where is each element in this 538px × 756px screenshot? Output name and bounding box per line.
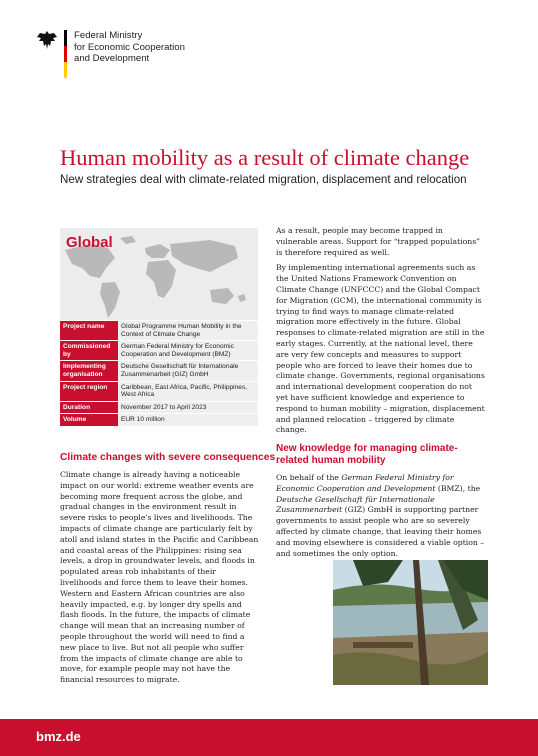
info-key: Project region [60, 381, 118, 401]
section-heading: New knowledge for managing climate-related human mobility [276, 443, 458, 466]
body-emphasis: German Federal Ministry for Economic Cooperation and Development [276, 473, 454, 493]
table-row [60, 381, 258, 401]
intro-column [276, 226, 486, 441]
page-title: Human mobility as a result of climate change [60, 145, 470, 170]
project-info-table [60, 320, 258, 426]
info-value: November 2017 to April 2023 [118, 401, 258, 414]
section-body [276, 473, 486, 559]
world-map [60, 228, 258, 320]
body-text: (BMZ), the [435, 483, 481, 493]
page-subtitle: New strategies deal with climate-related migration, displacement and relocation [60, 173, 467, 186]
table-row [60, 401, 258, 414]
section-body: Climate change is already having a noticeable impact on our world: extreme weather events are becoming more frequent across the globe, and gradual changes in the environment result in severe risks to people's lives and livelihoods. The impacts of climate change are particularly felt by atoll and island states in the Pacific and Caribbean and coastal areas of the Philippines: rising sea levels, a drop in groundwater levels, and floods in populated areas rob inhabitants of their livelihoods and force them to leave their homes. Western and Eastern African countries are also heavily impacted, e.g. by longer dry spells and flash floods. In the future, the impacts of climate change will mean that an increasing number of people throughout the world will need to find a new place to live. But not all people who suffer from the impacts of climate change are able to move, for example people may not have the financial resources to migrate. [60, 470, 259, 685]
coastal-photo [333, 560, 488, 685]
paragraph: As a result, people may become trapped in vulnerable areas. Support for “trapped populations” is therefore required as well. [276, 226, 481, 257]
table-row [60, 341, 258, 361]
paragraph: By implementing international agreements such as the United Nations Framework Convention on Climate Change (UNFCCC) and the Global Compact for Migration (GCM), the international community is trying to find ways to manage climate-related migration more effectively in the future. Global responses to climate-related migration are still in the early stages. Currently, at the national level, there are very few concepts and measures to support people who are forced to leave their homes due to climate change. Governments, regional organisations and international development cooperation do not yet have sufficient knowledge and experience to respond to human mobility – migration, displacement and planned relocation – triggered by climate change. [276, 263, 485, 435]
federal-eagle-icon [36, 30, 58, 50]
info-value: Deutsche Gesellschaft für Internationale Zusammenarbeit (GIZ) GmbH [118, 361, 258, 381]
info-value: Global Programme Human Mobility in the Context of Climate Change [118, 321, 258, 341]
body-emphasis: Deutsche Gesellschaft für Internationale Zusammenarbeit [276, 494, 435, 515]
ministry-logo [36, 30, 196, 80]
german-flag-bar [64, 30, 67, 78]
ministry-line: and Development [74, 53, 150, 64]
info-value: German Federal Ministry for Economic Cooperation and Development (BMZ) [118, 341, 258, 361]
table-row [60, 321, 258, 341]
ministry-line: Federal Ministry [74, 30, 143, 41]
project-factsheet [60, 228, 258, 426]
info-value: EUR 10 million [118, 414, 258, 426]
ministry-line: for Economic Cooperation [74, 41, 185, 53]
info-key: Volume [60, 414, 118, 426]
table-row [60, 361, 258, 381]
footer-bar [0, 719, 538, 756]
info-key: Commissioned by [60, 341, 118, 361]
info-value: Caribbean, East Africa, Pacific, Philippines, West Africa [118, 381, 258, 401]
info-key: Duration [60, 401, 118, 414]
body-text: On behalf of the [276, 473, 342, 482]
region-label: Global [66, 234, 113, 251]
table-row [60, 414, 258, 426]
section-heading: Climate changes with severe consequences [60, 452, 276, 463]
footer-url[interactable]: bmz.de [36, 729, 81, 744]
body-text: (GIZ) GmbH is supporting partner governments to assist people who are so severely affected by climate change, that leaving their homes and moving elsewhere is considered a viable option – and sometimes the only option. [276, 505, 485, 558]
ministry-name [74, 30, 214, 65]
coastline-image [333, 560, 488, 685]
info-key: Project name [60, 321, 118, 341]
info-key: Implementing organisation [60, 361, 118, 381]
